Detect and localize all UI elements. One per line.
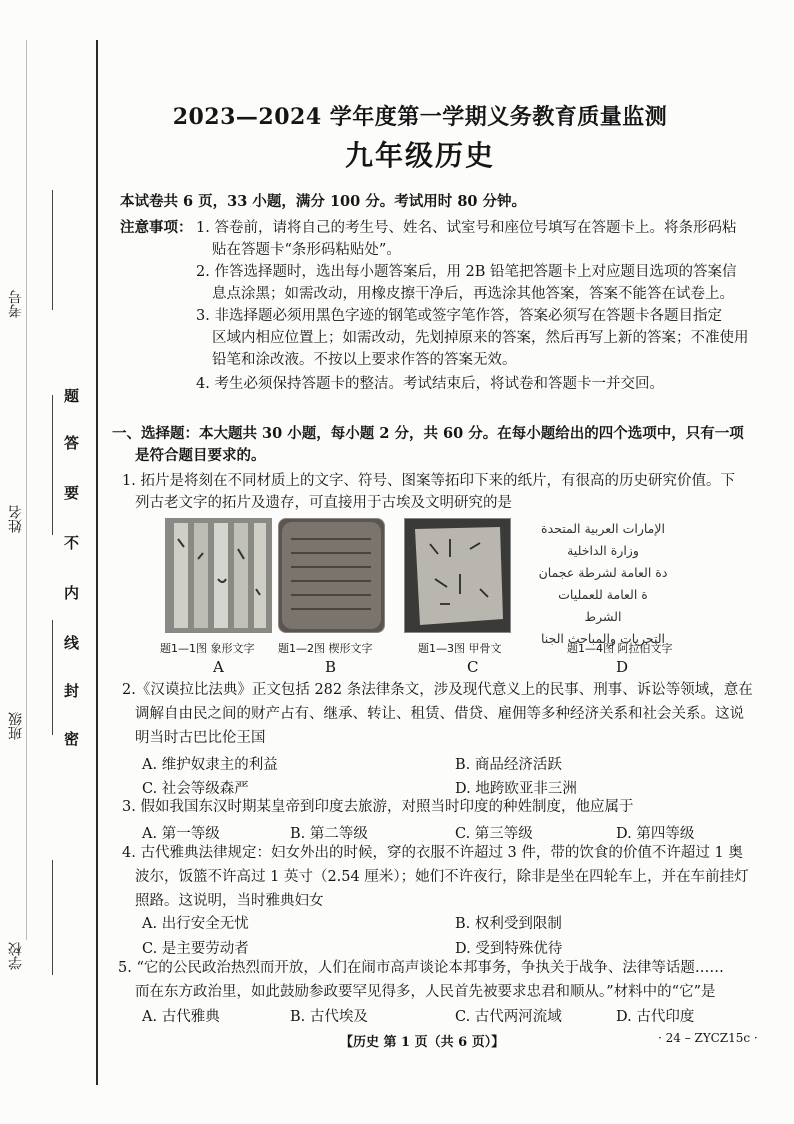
- option-d: D. 古代印度: [616, 1009, 695, 1025]
- note-line: 息点涂黑；如需改动，用橡皮擦干净后，再选涂其他答案，答案不能答在试卷上。: [212, 286, 734, 302]
- cuneiform-tablet-art: [279, 519, 384, 632]
- question-4-line: 照路。这说明，当时雅典妇女: [135, 893, 324, 909]
- seal-char: 内: [64, 584, 80, 602]
- question-3-line: 3. 假如我国东汉时期某皇帝到印度去旅游，对照当时印度的种姓制度，他应属于: [122, 799, 634, 815]
- paper-code: · 24 – ZYCZ15c ·: [658, 1031, 758, 1045]
- image-caption: 题1—2图 楔形文字: [278, 642, 373, 655]
- page-footer: 【历史 第 1 页（共 6 页）】: [340, 1035, 505, 1050]
- option-b: B. 商品经济活跃: [455, 757, 562, 773]
- seal-char: 要: [64, 484, 80, 502]
- image-caption: 题1—4图 阿拉伯文字: [567, 642, 673, 655]
- class-label: 班级: [8, 712, 24, 740]
- option-c: C. 第三等级: [455, 826, 533, 842]
- option-c: C. 是主要劳动者: [142, 941, 249, 957]
- option-a: A. 第一等级: [142, 826, 220, 842]
- exam-no-line: [52, 190, 53, 310]
- outer-margin-line: [26, 40, 27, 940]
- option-a: A. 古代雅典: [142, 1009, 220, 1025]
- notes-label: 注意事项：: [120, 219, 193, 236]
- question-4-line: 波尔，饭篮不许高过 1 英寸（2.54 厘米）；她们不许夜行，除非是坐在四轮车上，并在车前挂灯: [135, 869, 749, 885]
- note-line: 2. 作答选择题时，选出每小题答案后，用 2B 铅笔把答题卡上对应题目选项的答案信: [196, 264, 737, 280]
- option-b: B. 第二等级: [290, 826, 368, 842]
- name-line: [52, 395, 53, 535]
- option-c: C. 社会等级森严: [142, 781, 249, 797]
- note-line: 区域内相应位置上；如需改动，先划掉原来的答案，然后再写上新的答案；不准使用: [212, 330, 749, 346]
- note-line: 1. 答卷前，请将自己的考生号、姓名、试室号和座位号填写在答题卡上。将条形码粘: [196, 220, 737, 236]
- note-line: 铅笔和涂改液。不按以上要求作答的答案无效。: [212, 352, 517, 368]
- option-a: A. 维护奴隶主的利益: [142, 757, 278, 773]
- oracle-bone-image: [404, 518, 511, 633]
- seal-char: 线: [64, 634, 80, 652]
- school-label: 学校: [8, 942, 24, 970]
- seal-char: 题: [64, 387, 80, 405]
- hieroglyph-rubbing-art: [166, 519, 271, 632]
- note-line: 4. 考生必须保持答题卡的整洁。考试结束后，将试卷和答题卡一并交回。: [196, 376, 664, 392]
- class-line: [52, 620, 53, 735]
- option-letter-d: D: [616, 658, 629, 676]
- arabic-script-text: الإمارات العربية المتحدة وزارة الداخلية دة العامة لشرطة عجمان ة العامة للعمليات الشرط التحريات والمباحث الجنا: [538, 521, 668, 646]
- binding-line: [96, 40, 98, 1085]
- question-2-line: 2.《汉谟拉比法典》正文包括 282 条法律条文，涉及现代意义上的民事、刑事、诉讼等领域，意在: [122, 682, 753, 698]
- exam-no-label: 考号: [8, 290, 24, 318]
- question-2-line: 明当时古巴比伦王国: [135, 730, 266, 746]
- question-4-line: 4. 古代雅典法律规定：妇女外出的时候，穿的衣服不许超过 3 件，带的饮食的价值不许超过 1 奥: [122, 845, 743, 861]
- option-b: B. 权利受到限制: [455, 916, 562, 932]
- intro-text: 本试卷共 6 页，33 小题，满分 100 分。考试用时 80 分钟。: [120, 193, 527, 210]
- question-1-line: 列古老文字的拓片及遗存，可直接用于古埃及文明研究的是: [135, 495, 512, 511]
- option-d: D. 第四等级: [616, 826, 695, 842]
- option-d: D. 地跨欧亚非三洲: [455, 781, 577, 797]
- option-c: C. 古代两河流域: [455, 1009, 562, 1025]
- question-2-line: 调解自由民之间的财产占有、继承、转让、租赁、借贷、雇佣等多种经济关系和社会关系。这说: [135, 706, 744, 722]
- image-caption: 题1—1图 象形文字: [160, 642, 255, 655]
- option-letter-b: B: [325, 658, 337, 676]
- subject-title: 九年级历史: [344, 139, 495, 172]
- hieroglyph-rubbing-image: [165, 518, 272, 633]
- seal-char: 不: [64, 534, 80, 552]
- section-heading: 一、选择题：本大题共 30 小题，每小题 2 分，共 60 分。在每小题给出的四个选项中，只有一项: [112, 425, 744, 442]
- option-letter-a: A: [213, 658, 224, 676]
- question-1-line: 1. 拓片是将刻在不同材质上的文字、符号、图案等拓印下来的纸片，有很高的历史研究价值。下: [122, 473, 735, 489]
- oracle-bone-art: [405, 519, 510, 632]
- arabic-script-image: [538, 518, 668, 646]
- option-d: D. 受到特殊优待: [455, 941, 563, 957]
- seal-char: 密: [64, 730, 80, 748]
- section-heading-cont: 是符合题目要求的。: [135, 447, 266, 464]
- seal-char: 封: [64, 682, 80, 700]
- note-line: 贴在答题卡“条形码粘贴处”。: [212, 242, 401, 258]
- option-a: A. 出行安全无忧: [142, 916, 249, 932]
- seal-char: 答: [64, 434, 80, 452]
- school-line: [52, 860, 53, 975]
- option-b: B. 古代埃及: [290, 1009, 368, 1025]
- note-line: 3. 非选择题必须用黑色字迹的钢笔或签字笔作答，答案必须写在答题卡各题目指定: [196, 308, 722, 324]
- cuneiform-tablet-image: [278, 518, 385, 633]
- question-5-line: 而在东方政治里，如此鼓励参政要罕见得多，人民首先被要求忠君和顺从。”材料中的“它”是: [135, 984, 716, 1000]
- exam-title: 2023—2024 学年度第一学期义务教育质量监测: [172, 104, 668, 130]
- question-5-line: 5. “它的公民政治热烈而开放，人们在闹市高声谈论本邦事务，争执关于战争、法律等话题……: [118, 960, 724, 976]
- option-letter-c: C: [467, 658, 479, 676]
- name-label: 姓名: [8, 505, 24, 533]
- image-caption: 题1—3图 甲骨文: [418, 642, 502, 655]
